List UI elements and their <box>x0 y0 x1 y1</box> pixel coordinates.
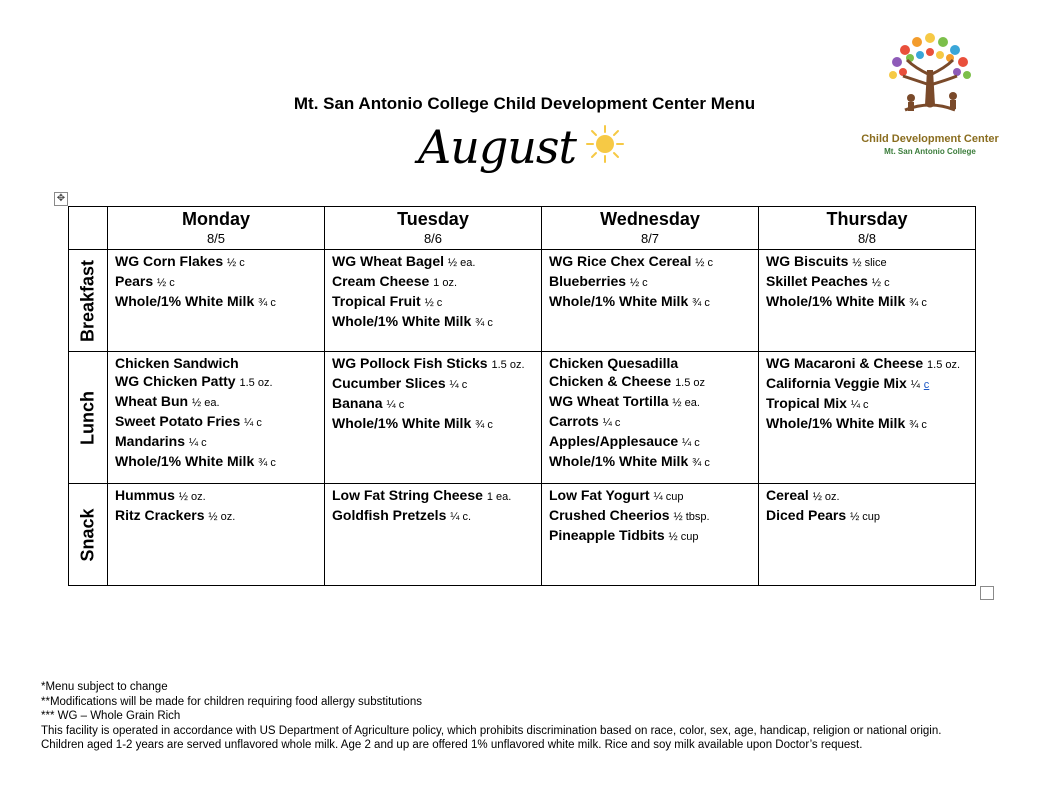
food-qty: 1.5 oz. <box>239 377 273 389</box>
meal-label: Breakfast <box>77 259 98 342</box>
menu-item <box>766 374 968 394</box>
food-qty: ½ oz. <box>812 491 840 503</box>
food-name: Whole/1% White Milk <box>766 293 906 309</box>
menu-item <box>766 394 968 414</box>
menu-item <box>115 252 317 272</box>
meal-row-lunch <box>69 352 976 484</box>
meal-label-cell <box>69 352 108 484</box>
food-name: Diced Pears <box>766 507 847 523</box>
menu-cell <box>325 250 542 352</box>
food-qty: ¼ cup <box>653 491 684 503</box>
day-header <box>108 207 325 250</box>
menu-item <box>549 372 751 392</box>
menu-item <box>332 394 534 414</box>
food-name: Chicken Sandwich <box>115 355 239 371</box>
day-header <box>542 207 759 250</box>
food-name: Whole/1% White Milk <box>115 453 255 469</box>
food-name: Cereal <box>766 487 809 503</box>
food-qty: ½ ea. <box>192 397 220 409</box>
food-name: Banana <box>332 395 383 411</box>
meal-row-breakfast <box>69 250 976 352</box>
food-name: Tropical Fruit <box>332 293 421 309</box>
menu-item <box>766 354 968 374</box>
menu-item <box>332 272 534 292</box>
menu-item <box>549 432 751 452</box>
food-qty: ¾ c <box>909 297 927 309</box>
food-qty: ¼ c <box>682 437 700 449</box>
menu-item <box>549 252 751 272</box>
food-qty: 1 oz. <box>433 277 458 289</box>
menu-cell <box>759 484 976 586</box>
food-name: Whole/1% White Milk <box>115 293 255 309</box>
menu-cell <box>759 250 976 352</box>
food-name: Low Fat String Cheese <box>332 487 483 503</box>
menu-item <box>332 486 534 506</box>
day-header <box>325 207 542 250</box>
menu-item <box>766 272 968 292</box>
food-qty: ½ oz. <box>208 511 236 523</box>
food-name: Blueberries <box>549 273 627 289</box>
food-qty: ½ c <box>157 277 175 289</box>
food-name: Whole/1% White Milk <box>549 293 689 309</box>
food-qty: ¾ c <box>909 419 927 431</box>
menu-item <box>766 252 968 272</box>
food-qty: ½ c <box>871 277 890 289</box>
table-move-handle-icon[interactable]: ✥ <box>54 192 68 206</box>
menu-item <box>332 252 534 272</box>
food-name: Low Fat Yogurt <box>549 487 650 503</box>
sun-icon <box>585 124 625 164</box>
food-name: WG Corn Flakes <box>115 253 224 269</box>
menu-table <box>68 206 976 586</box>
food-name: Mandarins <box>115 433 186 449</box>
menu-item <box>766 486 968 506</box>
menu-item <box>766 506 968 526</box>
food-name: Skillet Peaches <box>766 273 868 289</box>
food-name: WG Chicken Patty <box>115 373 236 389</box>
food-qty: ¼ c <box>386 399 405 411</box>
food-qty: ½ ea. <box>672 397 700 409</box>
day-date: 8/5 <box>206 231 226 246</box>
logo-name: Child Development Center <box>861 133 999 145</box>
menu-item <box>115 272 317 292</box>
menu-cell <box>542 352 759 484</box>
food-qty: ¼ c <box>449 379 468 391</box>
menu-item <box>549 452 751 472</box>
day-header <box>759 207 976 250</box>
menu-cell <box>325 352 542 484</box>
food-name: Whole/1% White Milk <box>332 415 472 431</box>
food-qty: ¾ c <box>692 457 710 469</box>
food-name: WG Macaroni & Cheese <box>766 355 924 371</box>
footer-note: *Menu subject to change <box>41 681 168 693</box>
food-name: WG Wheat Bagel <box>332 253 445 269</box>
day-header-row <box>69 207 976 250</box>
food-qty: 1.5 oz. <box>491 359 525 371</box>
food-name: Whole/1% White Milk <box>332 313 472 329</box>
food-name: Whole/1% White Milk <box>766 415 906 431</box>
footer-note: Children aged 1-2 years are served unflavored whole milk. Age 2 and up are offered 1% unflavored white milk. Rice and soy milk available upon Doctor’s request. <box>41 739 863 752</box>
menu-item <box>766 414 968 434</box>
food-qty: ¼ <box>910 379 920 391</box>
menu-cell <box>542 250 759 352</box>
food-name: Cream Cheese <box>332 273 430 289</box>
menu-item <box>115 452 317 472</box>
food-qty: ¾ c <box>258 297 276 309</box>
food-name: Whole/1% White Milk <box>549 453 689 469</box>
menu-item <box>115 292 317 312</box>
footer-notes <box>41 680 1011 753</box>
menu-cell <box>542 484 759 586</box>
menu-item <box>115 372 317 392</box>
food-qty: 1.5 oz. <box>927 359 961 371</box>
food-qty: ¼ c <box>850 399 869 411</box>
food-qty: ¾ c <box>475 419 493 431</box>
menu-item <box>115 354 317 372</box>
corner-cell <box>69 207 108 250</box>
food-name: Ritz Crackers <box>115 507 205 523</box>
food-name: WG Biscuits <box>766 253 849 269</box>
food-name: Wheat Bun <box>115 393 189 409</box>
day-name: Monday <box>181 209 250 229</box>
food-name: California Veggie Mix <box>766 375 907 391</box>
footer-note: **Modifications will be made for children requiring food allergy substitutions <box>41 695 422 708</box>
meal-label: Lunch <box>77 390 98 445</box>
food-qty: ¼ c <box>188 437 207 449</box>
meal-label-cell <box>69 484 108 586</box>
logo-subtitle: Mt. San Antonio College <box>884 147 976 156</box>
menu-cell <box>108 352 325 484</box>
food-qty: ½ tbsp. <box>673 511 710 523</box>
food-qty: ½ oz. <box>178 491 206 503</box>
menu-item <box>549 354 751 372</box>
footer-note: This facility is operated in accordance with US Department of Agriculture policy, which prohibits discrimination based on race, color, sex, age, handicap, religion or national origin. <box>41 724 942 737</box>
logo <box>860 30 1000 160</box>
menu-item <box>332 312 534 332</box>
menu-item <box>766 292 968 312</box>
food-qty: ½ cup <box>668 531 699 543</box>
food-qty: ½ c <box>695 257 714 269</box>
menu-cell <box>108 250 325 352</box>
food-name: Tropical Mix <box>766 395 847 411</box>
food-qty: ¼ c <box>244 417 262 429</box>
food-name: Chicken Quesadilla <box>549 355 679 371</box>
food-qty: ¾ c <box>475 317 493 329</box>
food-qty: ¾ c <box>692 297 710 309</box>
food-qty: 1 ea. <box>486 491 512 503</box>
menu-item <box>549 392 751 412</box>
food-qty: ¾ c <box>258 457 276 469</box>
menu-item <box>332 414 534 434</box>
day-name: Tuesday <box>397 209 469 229</box>
menu-cell <box>108 484 325 586</box>
menu-item <box>549 506 751 526</box>
footer-note: *** WG – Whole Grain Rich <box>41 710 181 723</box>
food-qty: ½ c <box>424 297 443 309</box>
menu-item <box>549 412 751 432</box>
food-name: Pineapple Tidbits <box>549 527 665 543</box>
menu-cell <box>325 484 542 586</box>
food-qty: 1.5 oz <box>675 377 706 389</box>
food-name: Cucumber Slices <box>332 375 446 391</box>
food-qty: ½ c <box>227 257 245 269</box>
day-date: 8/7 <box>640 231 660 246</box>
food-qty: ½ slice <box>852 257 887 269</box>
menu-item <box>549 486 751 506</box>
menu-cell <box>759 352 976 484</box>
menu-item <box>332 506 534 526</box>
table-resize-handle[interactable] <box>980 586 994 600</box>
food-qty-link[interactable]: c <box>923 379 930 391</box>
menu-item <box>549 272 751 292</box>
food-name: Sweet Potato Fries <box>115 413 241 429</box>
food-name: Pears <box>115 273 154 289</box>
menu-item <box>115 392 317 412</box>
menu-item <box>549 526 751 546</box>
meal-label: Snack <box>77 507 98 562</box>
day-name: Thursday <box>826 209 908 229</box>
menu-item <box>332 354 534 374</box>
food-qty: ½ c <box>629 277 648 289</box>
menu-item <box>115 432 317 452</box>
menu-item <box>332 292 534 312</box>
page-title: Mt. San Antonio College Child Development Center Menu <box>293 94 756 113</box>
day-date: 8/6 <box>423 231 443 246</box>
meal-label-cell <box>69 250 108 352</box>
month-text: August <box>418 120 577 174</box>
food-name: Chicken & Cheese <box>549 373 672 389</box>
food-qty: ½ cup <box>850 511 881 523</box>
food-name: WG Pollock Fish Sticks <box>332 355 488 371</box>
food-name: Crushed Cheerios <box>549 507 670 523</box>
menu-item <box>115 412 317 432</box>
food-name: WG Rice Chex Cereal <box>549 253 692 269</box>
food-qty: ¼ c <box>602 417 621 429</box>
food-name: Carrots <box>549 413 599 429</box>
food-qty: ¼ c. <box>450 511 472 523</box>
day-name: Wednesday <box>600 209 700 229</box>
food-name: Hummus <box>115 487 175 503</box>
food-name: Goldfish Pretzels <box>332 507 447 523</box>
meal-row-snack <box>69 484 976 586</box>
menu-item <box>115 506 317 526</box>
menu-item <box>332 374 534 394</box>
day-date: 8/8 <box>857 231 877 246</box>
food-qty: ½ ea. <box>447 257 476 269</box>
menu-item <box>549 292 751 312</box>
tree-icon <box>875 30 985 130</box>
food-name: WG Wheat Tortilla <box>549 393 669 409</box>
food-name: Apples/Applesauce <box>549 433 679 449</box>
menu-item <box>115 486 317 506</box>
